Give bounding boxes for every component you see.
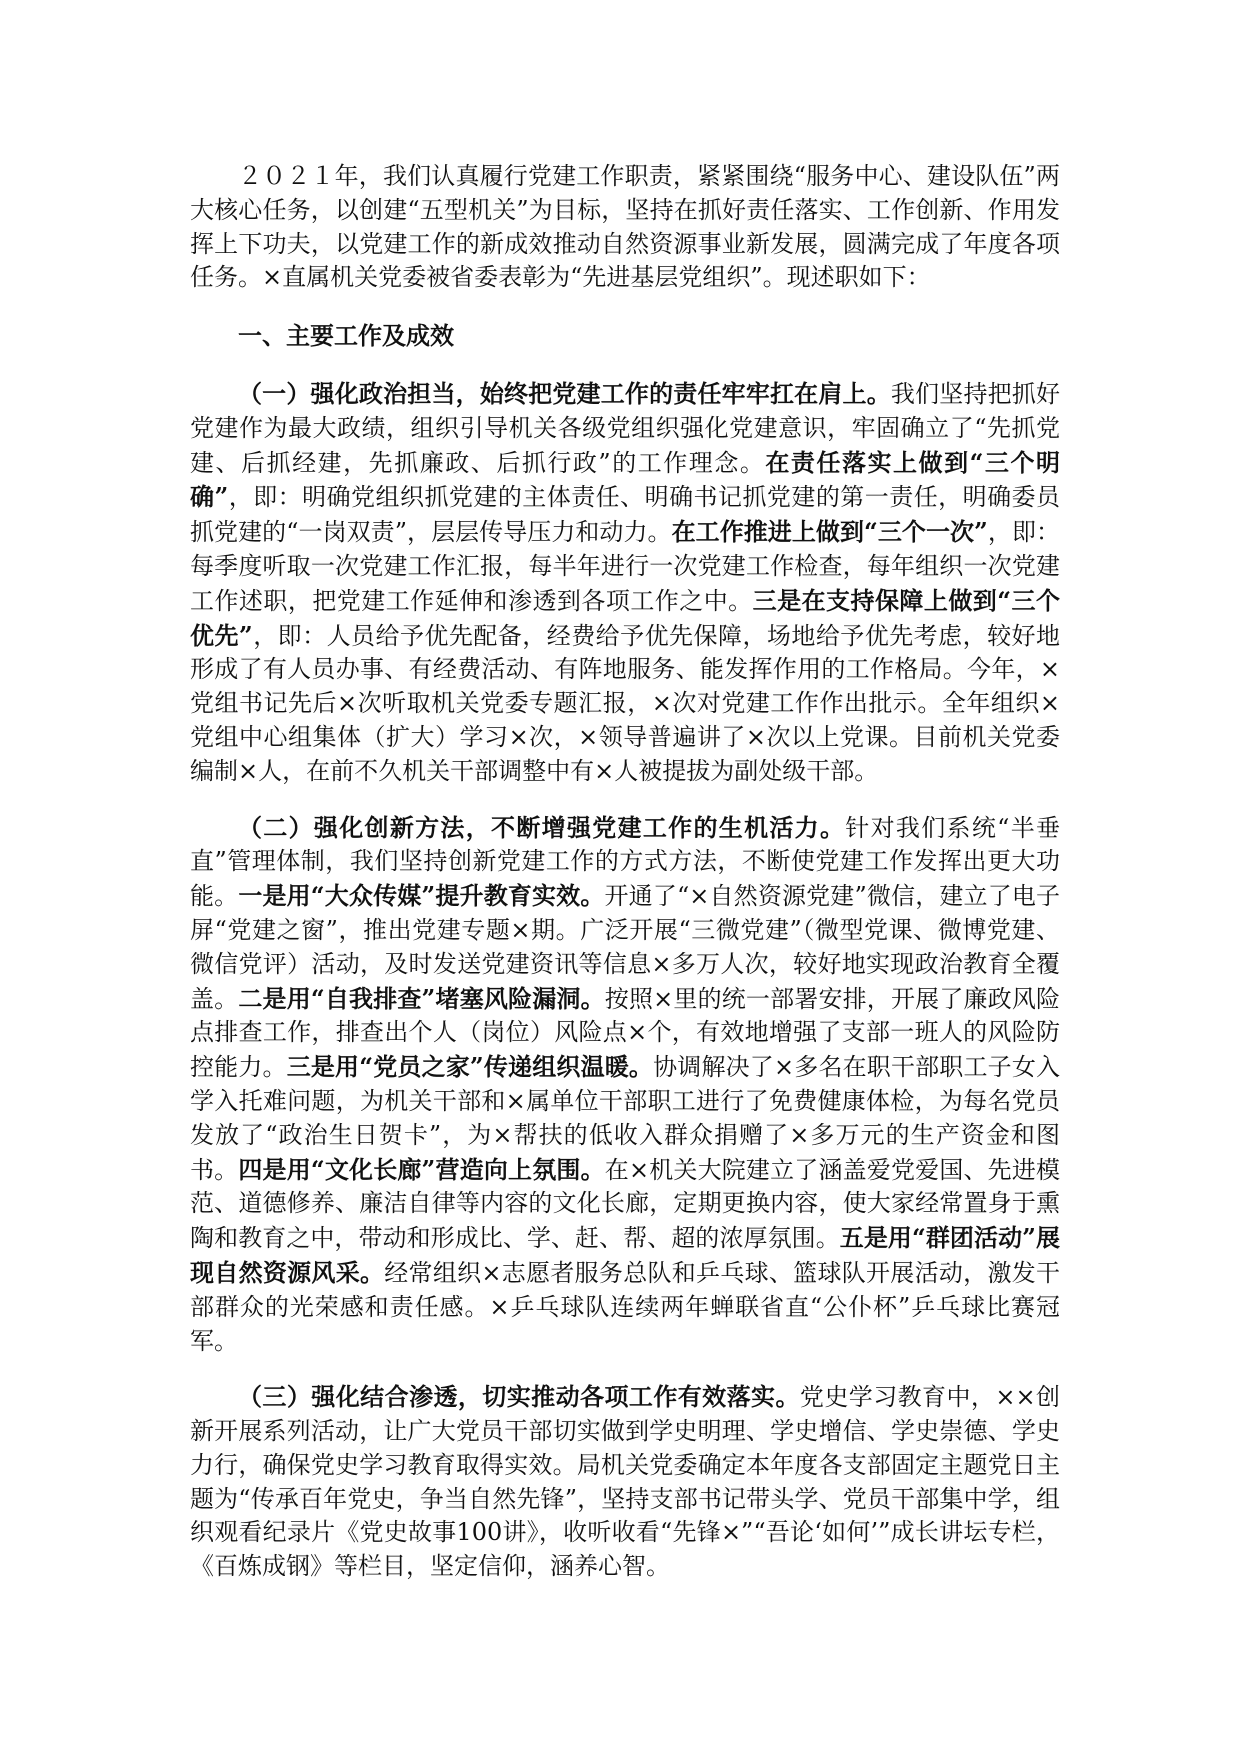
- emphasis-text: 在工作推进上做到“三个一次”: [671, 517, 988, 547]
- paragraph-lead: （一）强化政治担当，始终把党建工作的责任牢牢扛在肩上。: [238, 378, 891, 408]
- paragraph-lead: （三）强化结合渗透，切实推动各项工作有效落实。: [238, 1382, 800, 1412]
- emphasis-text: 四是用“文化长廊”营造向上氛围。: [238, 1154, 605, 1184]
- paragraph-lead: （二）强化创新方法，不断增强党建工作的生机活力。: [238, 812, 846, 842]
- paragraph-text: 经常组织×志愿者服务总队和乒乓球、篮球队开展活动，激发干部群众的光荣感和责任感。×乒乓球队连续两年蝉联省直“公仆杯”乒乓球比赛冠军。: [190, 1258, 1061, 1355]
- intro-paragraph: ２０２１年，我们认真履行党建工作职责，紧紧围绕“服务中心、建设队伍”两大核心任务，以创建“五型机关”为目标，坚持在抓好责任落实、工作创新、作用发挥上下功夫，以党建工作的新成效推动自然资源事业新发展，圆满完成了年度各项任务。×直属机关党委被省委表彰为“先进基层党组织”。现述职如下：: [190, 162, 1060, 292]
- section-heading-main-work: 一、主要工作及成效: [238, 321, 454, 351]
- document-page: [190, 160, 1060, 1584]
- paragraph-text: 针对我们系统“半垂直”管理体制，我们坚持创新党建工作的方式方法，不断使党建工作发挥出更大功能。: [190, 813, 1060, 911]
- paragraph-text: 协调解决了×多名在职干部职工子女入学入托难问题，为机关干部和×属单位干部职工进行了免费健康体检，为每名党员发放了“政治生日贺卡”，为×帮扶的低收入群众捐赠了×多万元的生产资金和图书。: [190, 1053, 1061, 1184]
- emphasis-text: 三是用“党员之家”传递组织温暖。: [286, 1052, 654, 1082]
- paragraph-text: ，即：人员给予优先配备，经费给予优先保障，场地给予优先考虑，较好地形成了有人员办事、有经费活动、有阵地服务、能发挥作用的工作格局。今年，×党组书记先后×次听取机关党委专题汇报，×次对党建工作作出批示。全年组织×党组中心组集体（扩大）学习×次，×领导普遍讲了×次以上党课。目前机关党委编制×人，在前不久机关干部调整中有×人被提拔为副处级干部。: [190, 621, 1060, 785]
- paragraph-innovation-methods: [190, 811, 1060, 1359]
- paragraph-text: 我们坚持把抓好党建作为最大政绩，组织引导机关各级党组织强化党建意识，牢固确立了“先抓党建、后抓经建，先抓廉政、后抓行政”的工作理念。: [190, 379, 1061, 477]
- paragraph-text: ，即：明确党组织抓党建的主体责任、明确书记抓党建的第一责任，明确委员抓党建的“一岗双责”，层层传导压力和动力。: [190, 483, 1061, 547]
- emphasis-text: 三是在支持保障上做到“三个优先”: [190, 585, 1060, 650]
- paragraph-text: 按照×里的统一部署安排，开展了廉政风险点排查工作，排查出个人（岗位）风险点×个，有效地增强了支部一班人的风险防控能力。: [190, 984, 1061, 1082]
- emphasis-text: 在责任落实上做到“三个明确”: [190, 447, 1060, 512]
- paragraph-text: 党史学习教育中，××创新开展系列活动，让广大党员干部切实做到学史明理、学史增信、学史崇德、学史力行，确保党史学习教育取得实效。局机关党委确定本年度各支部固定主题党日主题为“传承百年党史，争当自然先锋”，坚持支部书记带头学、党员干部集中学，组织观看纪录片《党史故事100讲》，收听收看“先锋×”“吾论‘如何’”成长讲坛专栏，《百炼成钢》等栏目，坚定信仰，涵养心智。: [190, 1383, 1061, 1581]
- emphasis-text: 五是用“群团活动”展现自然资源风采。: [190, 1223, 1061, 1287]
- paragraph-political-responsibility: [190, 377, 1060, 789]
- emphasis-text: 一是用“大众传媒”提升教育实效。: [238, 881, 605, 911]
- paragraph-text: ，即：每季度听取一次党建工作汇报，每半年进行一次党建工作检查，每年组织一次党建工作述职，把党建工作延伸和渗透到各项工作之中。: [190, 518, 1061, 615]
- paragraph-text: 开通了“×自然资源党建”微信，建立了电子屏“党建之窗”，推出党建专题×期。广泛开展“三微党建”（微型党课、微博党建、微信党评）活动，及时发送党建资讯等信息×多万人次，较好地实现政治教育全覆盖。: [190, 882, 1061, 1013]
- paragraph-text: 在×机关大院建立了涵盖爱党爱国、先进模范、道德修养、廉洁自律等内容的文化长廊，定期更换内容，使大家经常置身于熏陶和教育之中，带动和形成比、学、赶、帮、超的浓厚氛围。: [190, 1155, 1061, 1253]
- paragraph-integration: [190, 1380, 1060, 1584]
- emphasis-text: 二是用“自我排查”堵塞风险漏洞。: [238, 983, 605, 1013]
